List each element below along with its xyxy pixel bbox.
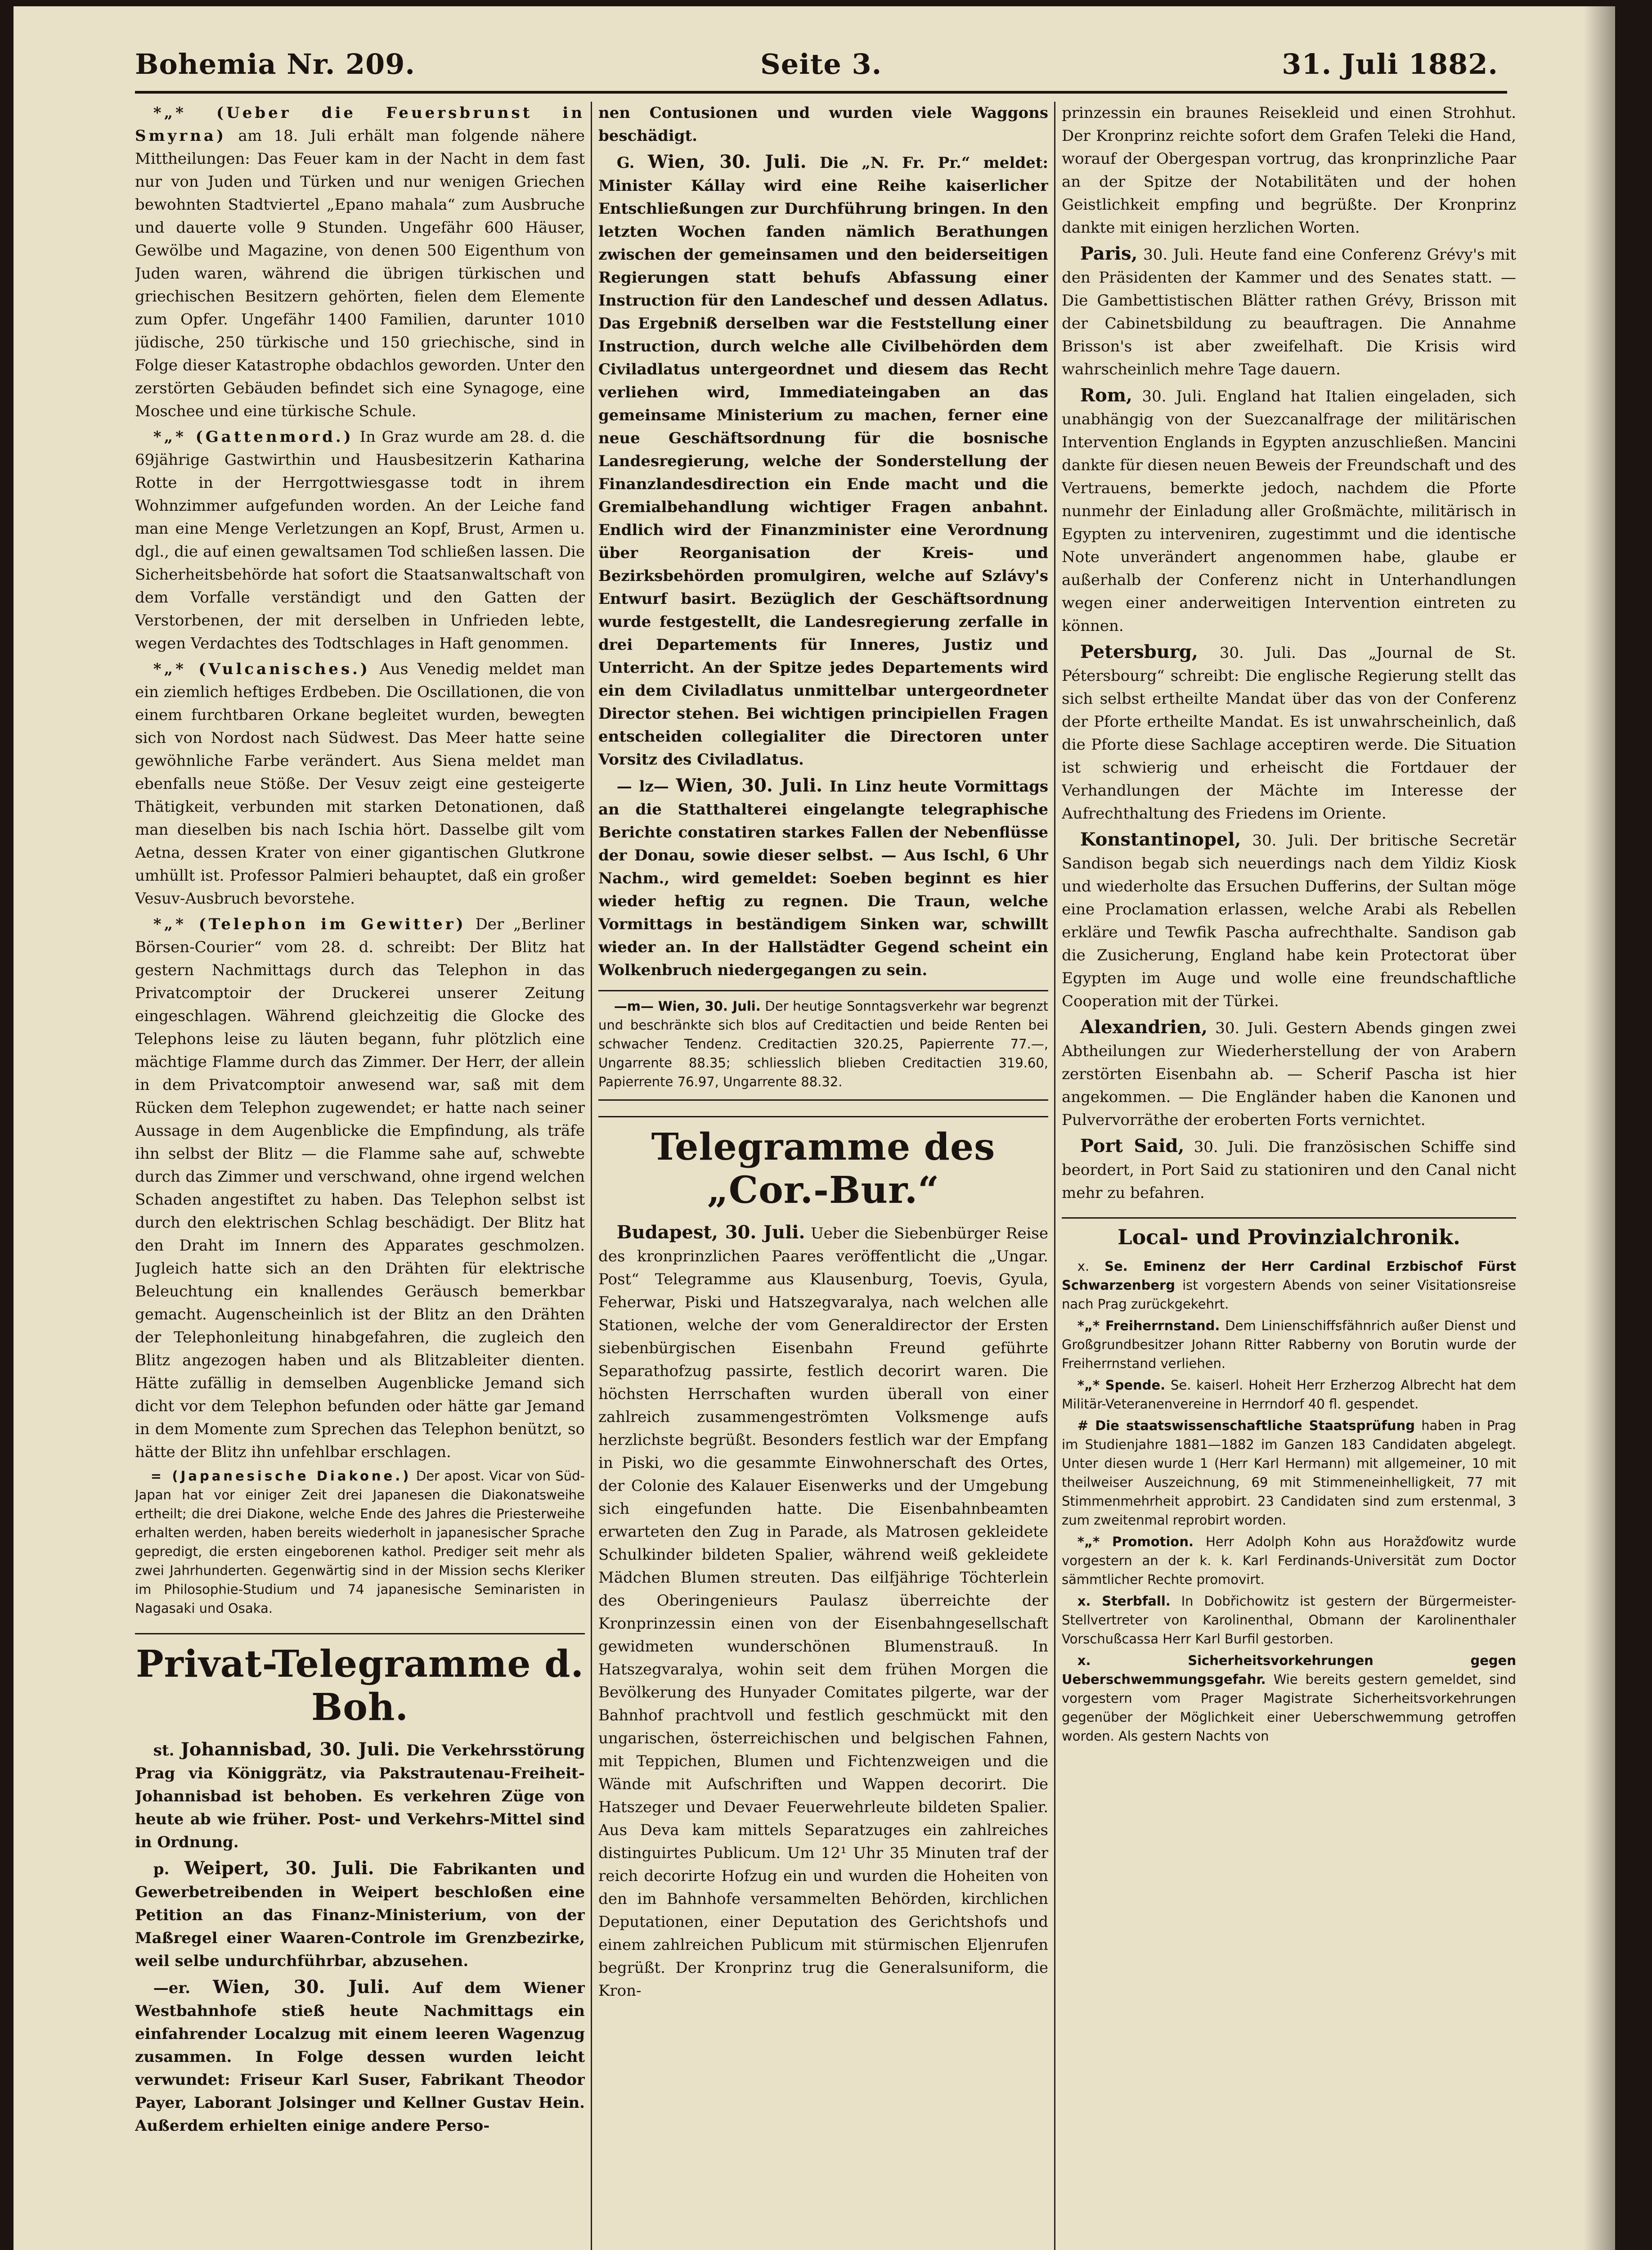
section-heading-localchronik: Local- und Provinzialchronik.	[1062, 1217, 1516, 1249]
telegram-text: Auf dem Wiener Westbahnhofe stieß heute Nachmittags ein einfahrender Localzug mit einem leeren Wagenzug zusammen. In Folge dessen wurden leicht verwundet: Friseur Karl Suser, Fabrikant Theodor Payer, Laborant Jolsinger und Kellner Gustav Hein. Außerdem erhielten einige andere Perso-	[135, 1979, 585, 2135]
telegram-place: Alexandrien,	[1080, 1017, 1208, 1038]
telegram-konstantinopel	[1062, 828, 1516, 1013]
telegram-text: In Linz heute Vormittags an die Statthalterei eingelangte telegraphische Berichte constatiren starkes Fallen der Nebenflüsse der Donau, sowie dieser selbst. — Aus Ischl, 6 Uhr Nachm., wird gemeldet: Soeben beginnt es hier wieder heftig zu regnen. Die Traun, welche Vormittags in beständigem Sinken war, schwillt wieder an. In der Hallstädter Gegend scheint ein Wolkenbruch niedergegangen zu sein.	[598, 778, 1048, 979]
bourse-report	[598, 990, 1048, 1101]
column-divider	[591, 102, 592, 2250]
telegram-place: Weipert, 30. Juli.	[184, 1858, 374, 1879]
header-page-number: Seite 3.	[760, 48, 882, 81]
local-text: ist vorgestern Abends von seiner Visitationsreise nach Prag zurückgekehrt.	[1062, 1278, 1516, 1312]
article-continuation: nen Contusionen und wurden viele Waggons beschädigt.	[598, 104, 1048, 145]
telegram-text: 30. Juli. Die französischen Schiffe sind beordert, in Port Said zu stationiren und den Canal nicht mehr zu befahren.	[1062, 1138, 1516, 1202]
bourse-body: Der heutige Sonntagsverkehr war begrenzt und beschränkte sich blos auf Creditactien und beide Renten bei schwacher Tendenz. Creditactien 320.25, Papierrente 77.—, Ungarrente 88.35; schliesslich blieben Creditactien 319.60, Papierrente 76.97, Ungarrente 88.32.	[598, 999, 1048, 1089]
local-text: Wie bereits gestern gemeldet, sind vorgestern vom Prager Magistrate Sicherheitsvorkehrungen gegenüber der Möglichkeit einer Ueberschwemmung getroffen worden. Als gestern Nachts von	[1062, 1672, 1516, 1744]
telegram-petersburg	[1062, 640, 1516, 825]
bourse-place: Wien, 30. Juli.	[658, 999, 761, 1014]
telegram-alexandrien	[1062, 1016, 1516, 1132]
telegram-paris	[1062, 242, 1516, 381]
column-divider	[1054, 102, 1055, 2250]
telegram-place: Konstantinopel,	[1080, 829, 1241, 850]
telegram-budapest	[598, 1221, 1048, 2002]
column-1	[135, 102, 585, 2250]
telegram-port-said	[1062, 1134, 1516, 1205]
local-title: x. Sterbfall.	[1077, 1593, 1171, 1609]
page-header	[13, 6, 1615, 110]
local-text: In Dobřichowitz ist gestern der Bürgermeister-Stellvertreter von Karolinenthal, Obmann der Karolinenthaler Vorschußcassa Herr Karl Burfil gestorben.	[1062, 1593, 1516, 1647]
article-text: Der apost. Vicar von Süd-Japan hat vor einiger Zeit drei Japanesen die Diakonatsweihe ertheilt; die drei Diakone, welche Ende des Jahres die Priesterweihe erhalten werden, haben bereits wiederholt in japanesischer Sprache gepredigt, die ersten eingeborenen kathol. Prediger seit mehr als zwei Jahrhunderten. Gegenwärtig sind in der Mission sechs Kleriker im Philosophie-Studium und 74 japanesische Seminaristen in Nagasaki und Osaka.	[135, 1468, 585, 1616]
header-date: 31. Juli 1882.	[1282, 48, 1498, 81]
article-text: am 18. Juli erhält man folgende nähere Mittheilungen: Das Feuer kam in der Nacht in dem fast nur von Juden und Türken und nur wenigen Griechen bewohnten Stadtviertel „Epano mahala“ zum Ausbruche und dauerte volle 9 Stunden. Ungefähr 600 Häuser, Gewölbe und Magazine, von denen 500 Eigenthum von Juden waren, während die übrigen türkischen und griechischen Besitzern gehörten, fielen dem Elemente zum Opfer. Ungefähr 1400 Familien, darunter 1010 jüdische, 250 türkische und 150 griechische, sind in Folge dieser Katastrophe obdachlos geworden. Unter den zerstörten Gebäuden befindet sich eine Synagoge, eine Moschee und eine türkische Schule.	[135, 127, 585, 420]
telegram-prefix: st.	[153, 1742, 175, 1760]
section-heading-cor-bur: Telegramme des „Cor.-Bur.“	[598, 1116, 1048, 1212]
local-sicherheit	[1062, 1651, 1516, 1746]
article-tag: *„* (Ueber die Feuersbrunst in Smyrna)	[135, 104, 585, 145]
telegram-place: Wien, 30. Juli.	[212, 1976, 390, 1998]
article-text: Der „Berliner Börsen-Courier“ vom 28. d. schreibt: Der Blitz hat gestern Nachmittags durch das Telephon in das Privatcomptoir der Druckerei unserer Zeitung eingeschlagen. Während gleichzeitig die Glocke des Telephons leise zu läuten begann, fuhr plötzlich eine mächtige Flamme durch das Zimmer. Der Herr, der allein in dem Privatcomptoir anwesend war, saß mit dem Rücken dem Telephon zugewendet; er hatte nach seiner Aussage in dem Augenblicke die Empfindung, als träfe ihn selbst der Blitz — die Flamme sahe auf, schwebte durch das Zimmer und verschwand, ohne irgend welchen Schaden angestiftet zu haben. Das Telephon selbst ist durch den elektrischen Schlag beschädigt. Der Blitz hat den Draht im Innern des Apparates geschmolzen. Jugleich hatte sich an den Drähten für elektrische Beleuchtung ein knallendes Geräusch bemerkbar gemacht. Augenscheinlich ist der Blitz an den Drähten der Telephonleitung hinabgefahren, die zugleich den Blitz angezogen haben und als Blitzableiter dienten. Hätte zufällig in demselben Augenblicke Jemand sich dicht vor dem Telephon befunden oder hätte gar Jemand in dem Momente zum Sprechen das Telephon benützt, so hätte der Blitz ihn unfehlbar erschlagen.	[135, 915, 585, 1461]
article-text: Aus Venedig meldet man ein ziemlich heftiges Erdbeben. Die Oscillationen, die von einem furchtbaren Orkane begleitet wurden, bewegten sich von Nordost nach Südwest. Das Meer hatte seine gewöhnliche Farbe verändert. Aus Siena meldet man ebenfalls neue Stöße. Der Vesuv zeigt eine gesteigerte Thätigkeit, verbunden mit starken Detonationen, daß man dieselben bis nach Ischia hört. Dasselbe gilt vom Aetna, dessen Krater von einer gigantischen Glutkrone umhüllt ist. Professor Palmieri behauptet, daß ein großer Vesuv-Ausbruch bevorstehe.	[135, 660, 585, 908]
header-rule	[135, 91, 1507, 94]
bourse-prefix: —m—	[614, 999, 654, 1014]
telegram-text: Die Verkehrsstörung Prag via Königgrätz, via Pakstrautenau-Freiheit-Johannisbad ist behoben. Es verkehren Züge von heute ab wie früher. Post- und Verkehrs-Mittel sind in Ordnung.	[135, 1742, 585, 1851]
article-tag: *„* (Vulcanisches.)	[153, 660, 370, 678]
local-text: Se. kaiserl. Hoheit Herr Erzherzog Albrecht hat dem Militär-Veteranenvereine in Herrndorf 40 fl. gespendet.	[1062, 1377, 1516, 1412]
local-promotion	[1062, 1532, 1516, 1589]
local-title: *„* Spende.	[1077, 1377, 1166, 1393]
local-text: haben in Prag im Studienjahre 1881—1882 im Ganzen 183 Candidaten abgelegt. Unter diesen wurde 1 (Herr Karl Hermann) mit allgemeiner, 10 mit theilweiser Auszeichnung, 69 mit Stimmeneinhelligkeit, 77 mit Stimmenmehrheit approbirt. 23 Candidaten sind zum erstenmal, 3 zum zweitenmal reprobirt worden.	[1062, 1418, 1516, 1528]
telegram-text: 30. Juli. Heute fand eine Conferenz Grévy's mit den Präsidenten der Kammer und des Senates statt. — Die Gambettistischen Blätter rathen Grévy, Brisson mit der Cabinetsbildung zu beauftragen. Die Annahme Brisson's ist aber zweifelhaft. Die Krisis wird wahrscheinlich mehre Tage dauern.	[1062, 246, 1516, 378]
telegram-place: Rom,	[1080, 385, 1132, 406]
local-staatspruefung	[1062, 1416, 1516, 1530]
telegram-prefix: —er.	[153, 1979, 191, 1997]
local-title: # Die staatswissenschaftliche Staatsprüfung	[1077, 1418, 1415, 1433]
article-text: In Graz wurde am 28. d. die 69jährige Gastwirthin und Hausbesitzerin Katharina Rotte in der Herrgottwiesgasse todt in ihrem Wohnzimmer aufgefunden worden. An der Leiche fand man eine Menge Verletzungen an Kopf, Brust, Armen u. dgl., die auf einen gewaltsamen Tod schließen lassen. Die Sicherheitsbehörde hat sofort die Staatsanwaltschaft von dem Vorfalle verständigt und den Gatten der Verstorbenen, der mit derselben in Unfrieden lebte, wegen Verdachtes des Todtschlages in Haft genommen.	[135, 428, 585, 652]
local-title: *„* Promotion.	[1077, 1534, 1194, 1549]
telegram-prefix: p.	[153, 1860, 170, 1878]
telegram-johannisbad	[135, 1738, 585, 1854]
local-title: Se. Eminenz der Herr Cardinal Erzbischof Fürst Schwarzenberg	[1062, 1259, 1516, 1293]
telegram-text: Die Fabrikanten und Gewerbetreibenden in Weipert beschloßen eine Petition an das Finanz-Ministerium, von der Maßregel einer Waaren-Controle im Grenzbezirke, weil selbe undurchführbar, abzusehen.	[135, 1860, 585, 1970]
local-prefix: x.	[1077, 1259, 1090, 1274]
telegram-rom	[1062, 384, 1516, 638]
article-tag: = (Japanesische Diakone.)	[150, 1468, 412, 1484]
local-spende	[1062, 1376, 1516, 1413]
local-sterbfall	[1062, 1592, 1516, 1648]
section-heading-privat-telegramme: Privat-Telegramme d. Boh.	[135, 1633, 585, 1729]
header-issue: Bohemia Nr. 209.	[135, 48, 416, 81]
telegram-wien	[135, 1976, 585, 2138]
local-text: Herr Adolph Kohn aus Horažďowitz wurde vorgestern an der k. k. Karl Ferdinands-Universität zum Doctor sämmtlicher Rechte promovirt.	[1062, 1534, 1516, 1587]
column-2	[598, 102, 1048, 2250]
local-title: x. Sicherheitsvorkehrungen gegen Ueberschwemmungsgefahr.	[1062, 1653, 1516, 1687]
telegram-place: Wien, 30. Juli.	[676, 775, 823, 796]
telegram-place: Budapest, 30. Juli.	[616, 1222, 805, 1243]
page-edge-shadow	[1584, 6, 1615, 2250]
telegram-place: Johannisbad, 30. Juli.	[180, 1739, 400, 1760]
telegram-place: Petersburg,	[1080, 641, 1198, 662]
article-diakone	[135, 1467, 585, 1618]
article-telephon	[135, 913, 585, 1464]
telegram-text: Die „N. Fr. Pr.“ meldet: Minister Kállay wird eine Reihe kaiserlicher Entschließungen zur Durchführung bringen. In den letzten Wochen fanden nämlich Berathungen zwischen der gemeinsamen und den beiderseitigen Regierungen statt behufs Abfassung einer Instruction für den Landeschef und dessen Adlatus. Das Ergebniß derselben war die Feststellung einer Instruction, durch welche alle Civilbehörden dem Civiladlatus untergeordnet und diesem das Recht verliehen wird, Immediateingaben an das gemeinsame Ministerium zu machen, ferner eine neue Geschäftsordnung für die bosnische Landesregierung, welche der Sonderstellung der Finanzlandesdirection ein Ende macht und die Gremialbehandlung wichtiger Fragen anbahnt. Endlich wird der Finanzminister eine Verordnung über Reorganisation der Kreis- und Bezirksbehörden promulgiren, welche auf Szlávy's Entwurf basirt. Bezüglich der Geschäftsordnung wurde festgestellt, die Landesregierung zerfalle in drei Departements für Inneres, Justiz und Unterricht. An der Spitze jedes Departements wird ein dem Civiladlatus unmittelbar untergeordneter Director stehen. Bei wichtigen principiellen Fragen entscheiden collegialiter die Directoren unter Vorsitz des Civiladlatus.	[598, 154, 1048, 769]
article-tag: *„* (Gattenmord.)	[153, 428, 354, 446]
telegram-wien-kallay	[598, 150, 1048, 771]
telegram-text: 30. Juli. Das „Journal de St. Pétersbourg“ schreibt: Die englische Regierung stellt das sich selbst ertheilte Mandat über das von der Conferenz der Pforte ertheilte Mandat. Es ist unwahrscheinlich, daß die Pforte diese Sachlage acceptiren werde. Die Situation ist schwierig und erheischt die Fortdauer der Verhandlungen der Mächte im Interesse der Aufrechthaltung des Friedens im Oriente.	[1062, 644, 1516, 823]
telegram-text: 30. Juli. Gestern Abends gingen zwei Abtheilungen zur Wiederherstellung der von Arabern zerstörten Eisenbahn ab. — Scherif Pascha ist hier angekommen. — Die Engländer haben die Kanonen und Pulvervorräthe der eroberten Forts vernichtet.	[1062, 1019, 1516, 1129]
telegram-place: Port Said,	[1080, 1135, 1185, 1156]
local-text: Dem Linienschiffsfähnrich außer Dienst und Großgrundbesitzer Johann Ritter Rabberny von Borutin wurde der Freiherrnstand verliehen.	[1062, 1318, 1516, 1371]
telegram-text: 30. Juli. England hat Italien eingeladen, sich unabhängig von der Suezcanalfrage der militärischen Intervention Englands in Egypten anzuschließen. Mancini dankte für diesen neuen Beweis der Freundschaft und des Vertrauens, bemerkte jedoch, nachdem die Pforte nunmehr der Einladung aller Großmächte, militärisch in Egypten zu interveniren, zugestimmt und die identische Note unverändert angenommen habe, glaube er außerhalb der Conferenz nicht in Unterhandlungen wegen einer anderweitigen Intervention eintreten zu können.	[1062, 387, 1516, 635]
telegram-place: Wien, 30. Juli.	[647, 151, 807, 172]
bourse-text	[598, 997, 1048, 1091]
article-vulcanisches	[135, 658, 585, 910]
article-gattenmord	[135, 426, 585, 655]
article-tag: *„* (Telephon im Gewitter)	[153, 915, 466, 933]
telegram-text: 30. Juli. Der britische Secretär Sandison begab sich neuerdings nach dem Yildiz Kiosk und wiederholte das Ersuchen Dufferins, der Sultan möge eine Proclamation erlassen, welche Arabi als Rebellen erkläre und Tewfik Pascha aufrechthalte. Sandison gab die Zusicherung, England habe kein Protectorat über Egypten im Auge und wolle eine freundschaftliche Cooperation mit der Türkei.	[1062, 832, 1516, 1010]
column-3	[1062, 102, 1516, 2250]
telegram-prefix: — lz—	[616, 778, 669, 796]
article-smyrna	[135, 102, 585, 423]
telegram-place: Paris,	[1080, 243, 1138, 264]
article-continuation: prinzessin ein braunes Reisekleid und einen Strohhut. Der Kronprinz reichte sofort dem Grafen Teleki die Hand, worauf der Obergespan vortrug, das kronprinzliche Paar an der Spitze der Notabilitäten und der hohen Geistlichkeit empfing und begrüßte. Der Kronprinz dankte mit einigen herzlichen Worten.	[1062, 104, 1516, 237]
telegram-text: Ueber die Siebenbürger Reise des kronprinzlichen Paares veröffentlicht die „Ungar. Post“ Telegramme aus Klausenburg, Toevis, Gyula, Feherwar, Piski und Hatszegvaralya, nach welchen alle Stationen, welche der vom Generaldirector der Ersten siebenbürgischen Eisenbahn Freund geführte Separathofzug passirte, festlich decorirt waren. Die höchsten Herrschaften wurden überall von einer zahlreich zusammengeströmten Volksmenge aufs herzlichste begrüßt. Besonders festlich war der Empfang in Piski, wo die gesammte Einwohnerschaft des Ortes, der Colonie des Kalauer Eisenwerks und der Umgebung sich eingefunden hatte. Die Eisenbahnbeamten erwarteten den Zug in Parade, als Matrosen gekleidete Schulkinder bildeten Spalier, während weiß gekleidete Mädchen Blumen streuten. Das eilfjährige Töchterlein des Oberingenieurs Paulasz überreichte der Kronprinzessin einen von der Eisenbahngesellschaft gewidmeten wunderschönen Blumenstrauß. In Hatszegvaralya, wohin seit dem frühen Morgen die Bevölkerung des Hunyader Comitates pilgerte, war der Bahnhof prachtvoll und festlich geschmückt mit den ungarischen, österreichischen und belgischen Fahnen, mit Teppichen, Blumen und Fichtenzweigen und die Wände mit Aufschriften und Wappen decorirt. Die Hatszeger und Devaer Feuerwehrleute bildeten Spalier. Aus Deva kam mittels Separatzuges ein zahlreiches distinguirtes Publicum. Um 12¹ Uhr 35 Minuten traf der reich decorirte Hofzug ein und wurden die Hoheiten von den im Bahnhofe versammelten Behörden, kirchlichen Deputationen, einer Deputation des Gerichtshofs und einem zahlreichen Publicum mit stürmischen Eljenrufen begrüßt. Der Kronprinz trug die Generalsuniform, die Kron-	[598, 1224, 1048, 2000]
local-title: *„* Freiherrnstand.	[1077, 1318, 1220, 1333]
telegram-wien-linz	[598, 774, 1048, 982]
newspaper-page	[13, 6, 1615, 2250]
local-freiherrnstand	[1062, 1316, 1516, 1373]
local-cardinal	[1062, 1257, 1516, 1314]
telegram-weipert	[135, 1857, 585, 1973]
telegram-prefix: G.	[616, 154, 635, 172]
